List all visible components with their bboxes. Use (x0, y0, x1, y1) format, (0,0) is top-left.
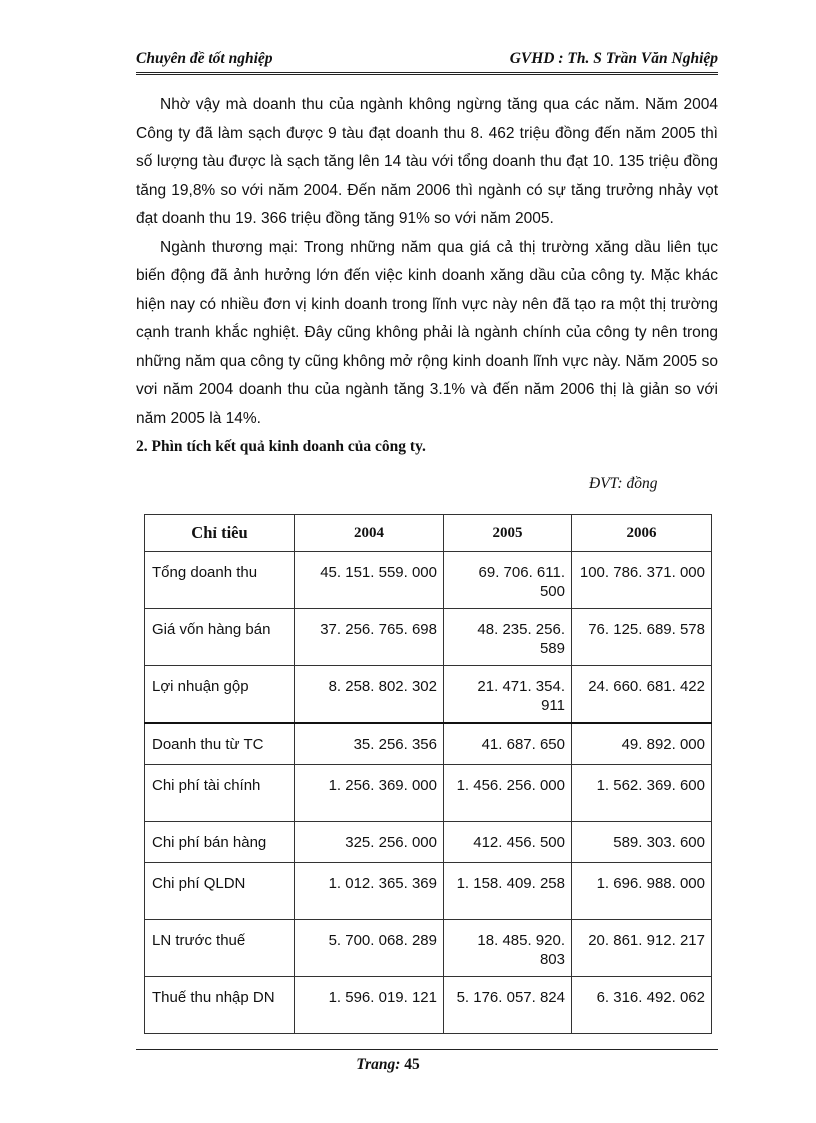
table-cell: 41. 687. 650 (444, 723, 572, 765)
paragraph: Nhờ vậy mà doanh thu của ngành không ngừng tăng qua các năm. Năm 2004 Công ty đã làm sạch được 9 tàu đạt doanh thu 8. 462 triệu đồng đến năm 2005 thì số lượng tàu được là sạch tăng lên 14 tàu với tổng doanh thu đạt 10. 135 triệu đồng tăng 19,8% so với năm 2004. Đến năm 2006 thì ngành có sự tăng trưởng nhảy vọt đạt doanh thu 19. 366 triệu đồng tăng 91% so với năm 2005. (136, 96, 718, 227)
footer-divider (136, 1049, 718, 1050)
table-cell: 48. 235. 256. 589 (444, 609, 572, 666)
table-cell: 18. 485. 920. 803 (444, 920, 572, 977)
financial-results-table (144, 514, 712, 1034)
row-label: Tổng doanh thu (145, 552, 295, 609)
column-header: 2005 (444, 515, 572, 552)
table-row (145, 977, 712, 1034)
body-text (136, 91, 718, 433)
table-cell: 8. 258. 802. 302 (295, 666, 444, 724)
table-cell: 1. 256. 369. 000 (295, 765, 444, 822)
page-label: Trang: (356, 1056, 401, 1073)
table-cell: 1. 158. 409. 258 (444, 863, 572, 920)
table-cell: 20. 861. 912. 217 (572, 920, 712, 977)
table-cell: 49. 892. 000 (572, 723, 712, 765)
table-cell: 35. 256. 356 (295, 723, 444, 765)
column-header: 2004 (295, 515, 444, 552)
table-row (145, 765, 712, 822)
table-cell: 69. 706. 611. 500 (444, 552, 572, 609)
table-header-row (145, 515, 712, 552)
header-advisor: GVHD : Th. S Trần Văn Nghiệp (509, 50, 718, 67)
table-cell: 325. 256. 000 (295, 822, 444, 863)
row-label: Lợi nhuận gộp (145, 666, 295, 724)
table-cell: 21. 471. 354. 911 (444, 666, 572, 724)
column-header: Chỉ tiêu (145, 515, 295, 552)
page-footer (0, 1056, 776, 1074)
table-row (145, 863, 712, 920)
table-row (145, 609, 712, 666)
table-row (145, 552, 712, 609)
table-row (145, 920, 712, 977)
row-label: Chi phí tài chính (145, 765, 295, 822)
table-cell: 100. 786. 371. 000 (572, 552, 712, 609)
row-label: Giá vốn hàng bán (145, 609, 295, 666)
page-header (136, 48, 718, 75)
table-cell: 1. 596. 019. 121 (295, 977, 444, 1034)
row-label: Chi phí bán hàng (145, 822, 295, 863)
table-row (145, 666, 712, 724)
page-number: 45 (404, 1056, 420, 1073)
table-cell: 1. 456. 256. 000 (444, 765, 572, 822)
header-topic: Chuyên đề tốt nghiệp (136, 50, 273, 67)
column-header: 2006 (572, 515, 712, 552)
table-cell: 24. 660. 681. 422 (572, 666, 712, 724)
table-cell: 76. 125. 689. 578 (572, 609, 712, 666)
table-cell: 1. 012. 365. 369 (295, 863, 444, 920)
row-label: Doanh thu từ TC (145, 723, 295, 765)
table-row (145, 723, 712, 765)
row-label: Chi phí QLDN (145, 863, 295, 920)
table-cell: 5. 176. 057. 824 (444, 977, 572, 1034)
paragraph: Ngành thương mại: Trong những năm qua giá cả thị trường xăng dầu liên tục biến động đã ảnh hưởng lớn đến việc kinh doanh xăng dầu của công ty. Mặc khác hiện nay có nhiều đơn vị kinh doanh trong lĩnh vực này nên đã tạo ra một thị trường cạnh tranh khắc nghiệt. Đây cũng không phải là ngành chính của công ty nên trong những năm qua công ty cũng không mở rộng kinh doanh lĩnh vực này. Năm 2005 so vơi năm 2004 doanh thu của ngành tăng 3.1% và đến năm 2006 thị là giản so với năm 2005 là 14%. (136, 238, 718, 427)
table-cell: 589. 303. 600 (572, 822, 712, 863)
section-title: 2. Phìn tích kết quả kinh doanh của công ty. (136, 438, 426, 455)
table-row (145, 822, 712, 863)
table-cell: 412. 456. 500 (444, 822, 572, 863)
row-label: LN trước thuế (145, 920, 295, 977)
table-cell: 37. 256. 765. 698 (295, 609, 444, 666)
table-cell: 45. 151. 559. 000 (295, 552, 444, 609)
table-cell: 1. 562. 369. 600 (572, 765, 712, 822)
table-cell: 6. 316. 492. 062 (572, 977, 712, 1034)
row-label: Thuế thu nhập DN (145, 977, 295, 1034)
table-cell: 5. 700. 068. 289 (295, 920, 444, 977)
table-cell: 1. 696. 988. 000 (572, 863, 712, 920)
unit-label: ĐVT: đồng (589, 475, 658, 492)
